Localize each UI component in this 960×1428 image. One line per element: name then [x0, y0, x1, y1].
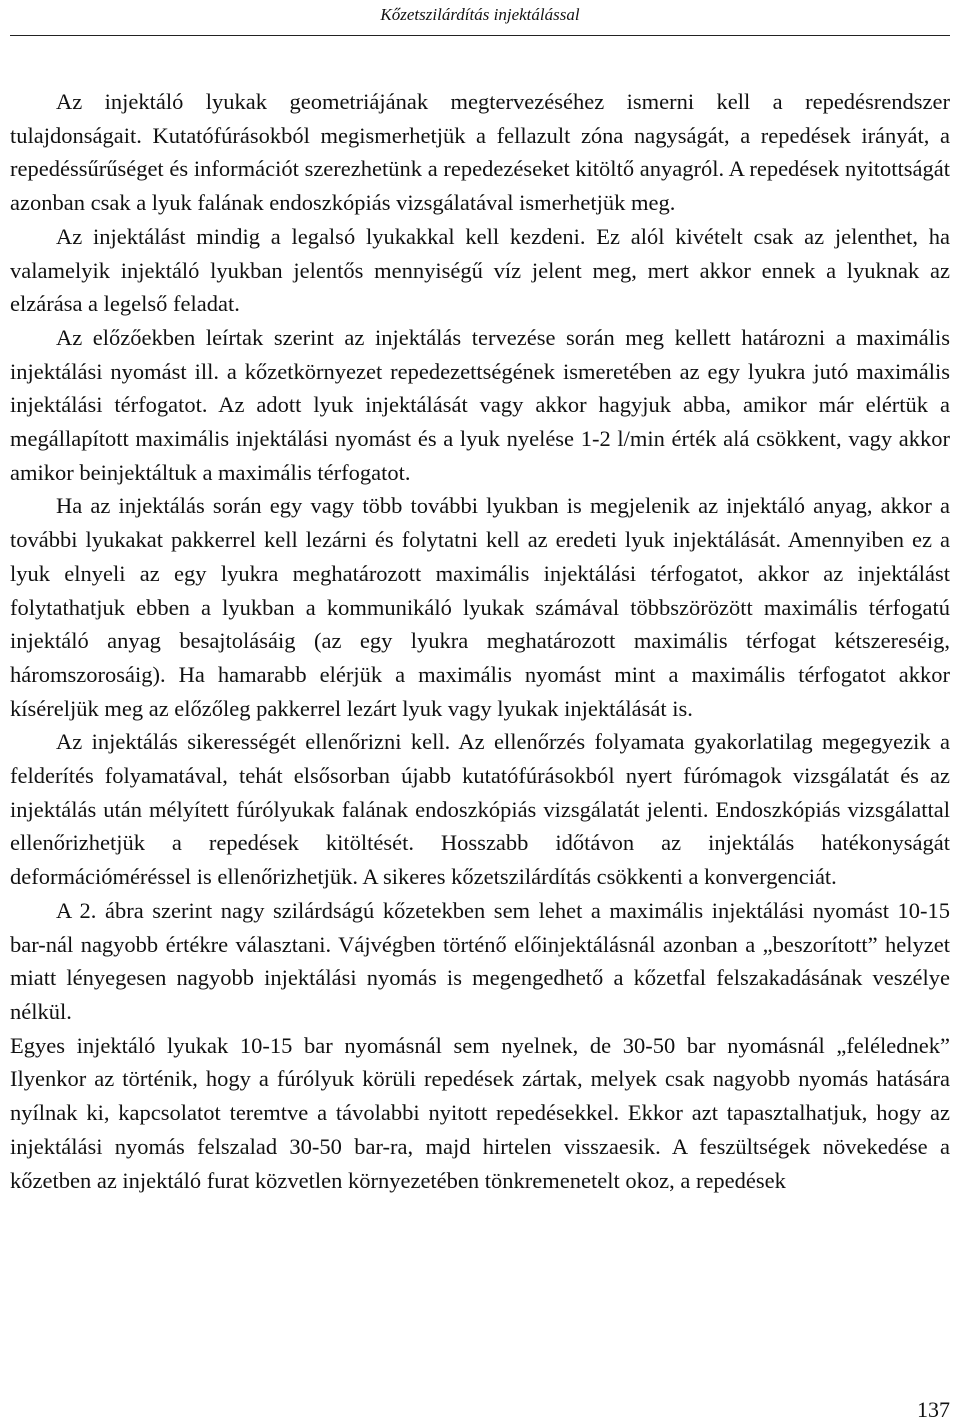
running-header: Kőzetszilárdítás injektálással — [380, 5, 580, 24]
paragraph-geometry: Az injektáló lyukak geometriájának megtervezéséhez ismerni kell a repedésrendszer tulajdonságait. Kutatófúrásokból megismerhetjük a fellazult zóna nagyságát, a repedések irányát, a repedéssűrűséget és információt szerezhetünk a repedezéseket kitöltő anyagról. A repedések nyitottságát azonban csak a lyuk falának endoszkópiás vizsgálatával ismerhetjük meg. — [10, 89, 950, 216]
page-number: 137 — [917, 1397, 950, 1422]
body-text — [10, 85, 950, 1197]
paragraph-reopening: Egyes injektáló lyukak 10-15 bar nyomásnál sem nyelnek, de 30-50 bar nyomásnál „felélednek” Ilyenkor az történik, hogy a fúrólyuk körüli repedések zártak, melyek csak nagyobb nyomás hatására nyílnak ki, kapcsolatot teremtve a távolabbi nyitott repedésekkel. Ekkor azt tapasztalhatjuk, hogy az injektálási nyomás felszalad 30-50 bar-ra, majd hirtelen visszaesik. A feszültségek növekedése a kőzetben az injektáló furat közvetlen környezetében tönkremenetelt okoz, a repedések — [10, 1032, 950, 1193]
paragraph-start-order: Az injektálást mindig a legalsó lyukakkal kell kezdeni. Ez alól kivételt csak az jelenthet, ha valamelyik injektáló lyukban jelentős mennyiségű víz jelent meg, mert akkor ennek a lyuknak az elzárása a legelső feladat. — [10, 223, 950, 317]
paragraph-pressure-limit: A 2. ábra szerint nagy szilárdságú kőzetekben sem lehet a maximális injektálási nyomást 10-15 bar-nál nagyobb értékre választani. Vájvégben történő előinjektálásnál azonban a „beszorított” helyzet miatt lényegesen nagyobb injektálási nyomás is megengedhető a kőzetfal felszakadásának veszélye nélkül. — [10, 897, 950, 1024]
paragraph-stop-criteria: Az előzőekben leírtak szerint az injektálás tervezése során meg kellett határozni a maximális injektálási nyomást ill. a kőzetkörnyezet repedezettségének ismeretében az egy lyukra jutó maximális injektálási térfogatot. Az adott lyuk injektálását vagy akkor hagyjuk abba, amikor már elértük a megállapított maximális injektálási nyomást és a lyuk nyelése 1-2 l/min érték alá csökkent, vagy akkor amikor beinjektáltuk a maximális térfogatot. — [10, 324, 950, 485]
paragraph-communicating-holes: Ha az injektálás során egy vagy több további lyukban is megjelenik az injektáló anyag, akkor a további lyukakat pakkerrel kell lezárni és folytatni kell az eredeti lyuk injektálását. Amennyiben ez a lyuk elnyeli az egy lyukra meghatározott maximális injektálási térfogatot, akkor az injektálást folytathatjuk ebben a lyukban a kommunikáló lyukak számával többszörözött maximális térfogatú injektáló anyag besajtolásáig (az egy lyukra meghatározott maximális térfogat kétszereséig, háromszorosáig). Ha hamarabb elérjük a maximális nyomást mint a maximális térfogatot akkor kíséreljük meg az előzőleg pakkerrel lezárt lyuk vagy lyukak injektálását is. — [10, 493, 950, 721]
paragraph-verification: Az injektálás sikerességét ellenőrizni kell. Az ellenőrzés folyamata gyakorlatilag megegyezik a felderítés folyamatával, tehát elsősorban újabb kutatófúrásokból nyert fúrómagok vizsgálatát és az injektálás után mélyített fúrólyukak falának endoszkópiás vizsgálatát jelenti. Endoszkópiás vizsgálattal ellenőrizhetjük a repedések kitöltését. Hosszabb időtávon az injektálás hatékonyságát deformációméréssel is ellenőrizhetjük. A sikeres kőzetszilárdítás csökkenti a konvergenciát. — [10, 729, 950, 890]
header-divider — [10, 35, 950, 36]
